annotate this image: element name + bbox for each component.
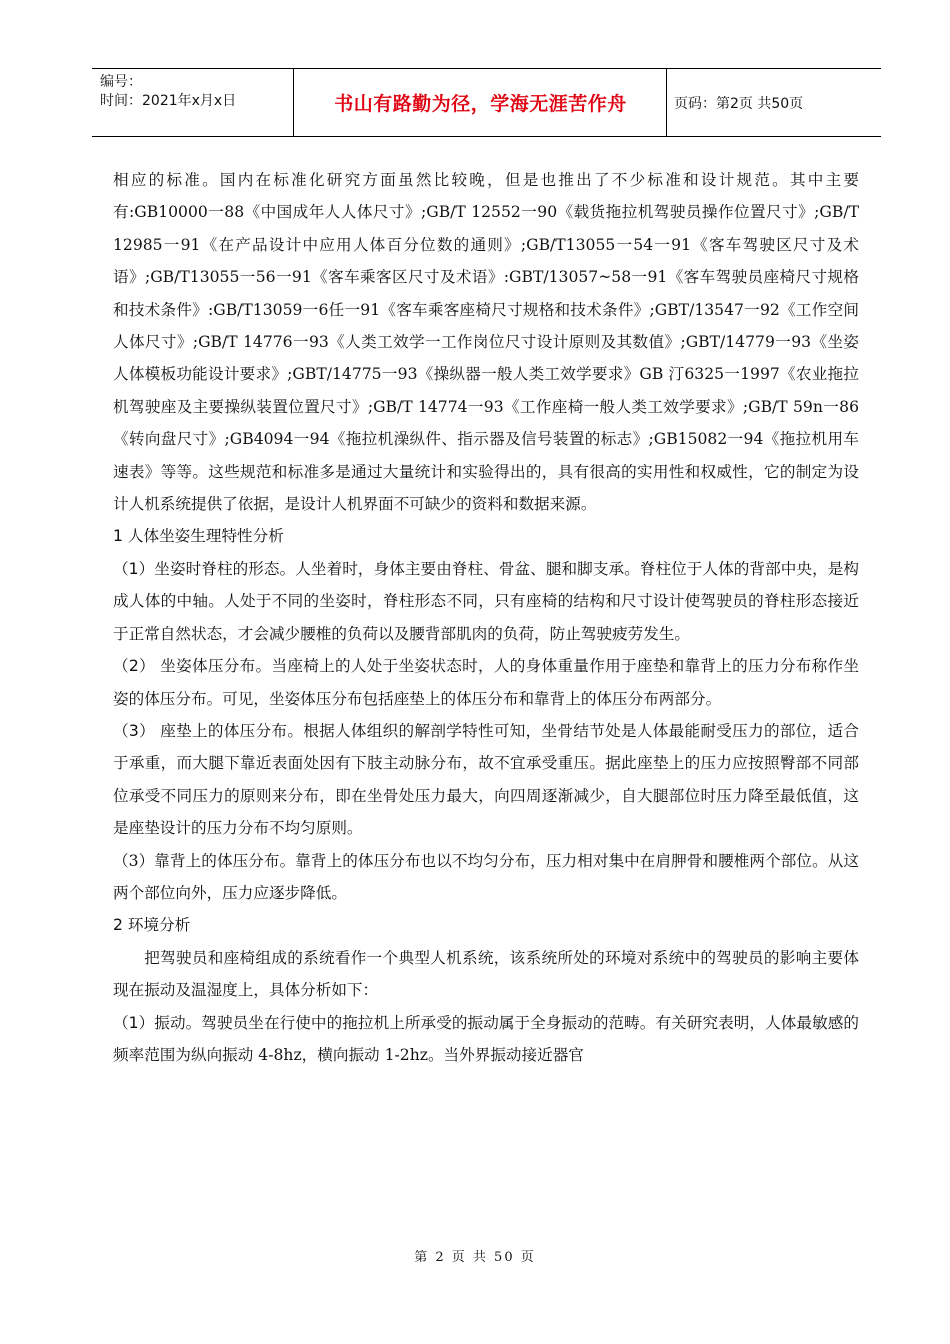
header-divider	[293, 69, 294, 136]
paragraph-text: 根据人体组织的解剖学特性可知，坐骨结节处是人体最能耐受压力的部位，适合于承重，而大腿下靠近表面处因有下肢主动脉分布，故不宜承受重压。据此座垫上的压力应按照臀部不同部位承受不同压力的原则来分布，即在坐骨处压力最大，向四周逐渐减少，自大腿部位时压力降至最低值，这是座垫设计的压力分布不均匀原则。	[113, 721, 859, 838]
paragraph-seat-pressure	[113, 715, 859, 845]
section-heading-1: 1 人体坐姿生理特性分析	[113, 527, 284, 546]
header-motto: 书山有路勤为径，学海无涯苦作舟	[334, 93, 627, 115]
paragraph-backrest-pressure: （3）靠背上的体压分布。靠背上的体压分布也以不均匀分布，压力相对集中在肩胛骨和腰椎两个部位。从这两个部位向外，压力应逐步降低。	[113, 851, 859, 902]
document-number-label: 编号：	[100, 74, 142, 90]
document-time-label: 时间：2021年x月x日	[100, 93, 237, 109]
paragraph-text: 人坐着时，身体主要由脊柱、骨盆、腿和脚支承。脊柱位于人体的背部中央，是构成人体的中轴。人处于不同的坐姿时，脊柱形态不同，只有座椅的结构和尺寸设计使驾驶员的脊柱形态接近于正常自然状态，才会减少腰椎的负荷以及腰背部肌肉的负荷，防止驾驶疲劳发生。	[113, 559, 859, 643]
intro-paragraph: 相应的标准。国内在标准化研究方面虽然比较晚，但是也推出了不少标准和设计规范。其中主要有:GB10000一88《中国成年人人体尺寸》;GB/T 12552一90《载货拖拉机驾驶员操作位置尺寸》;GB/T 12985一91《在产品设计中应用人体百分位数的通则》;GB/T13055一54一91《客车驾驶区尺寸及术语》;GB/T13055一56一91《客车乘客区尺寸及术语》:GBT/13057~58一91《客车驾驶员座椅尺寸规格和技术条件》:GB/T13059一6任一91《客车乘客座椅尺寸规格和技术条件》;GBT/13547一92《工作空间人体尺寸》;GB/T 14776一93《人类工效学一工作岗位尺寸设计原则及其数值》;GBT/14779一93《坐姿人体模板功能设计要求》;GBT/14775一93《操纵器一般人类工效学要求》GB 汀6325一1997《农业拖拉机驾驶座及主要操纵装置位置尺寸》;GB/T 14774一93《工作座椅一般人类工效学要求》;GB/T 59n一86《转向盘尺寸》;GB4094一94《拖拉机澡纵件、指示器及信号装置的标志》;GB15082一94《拖拉机用车速表》等等。这些规范和标准多是通过大量统计和实验得出的，具有很高的实用性和权威性，它的制定为设计人机系统提供了依据，是设计人机界面不可缺少的资料和数据来源。	[113, 171, 859, 514]
header-meta	[100, 73, 236, 111]
page-header	[92, 68, 881, 137]
paragraph-text: 驾驶员坐在行使中的拖拉机上所承受的振动属于全身振动的范畴。有关研究表明，人体最敏感的频率范围为纵向振动 4-8hz，横向振动 1-2hz。当外界振动接近器官	[113, 1013, 859, 1064]
paragraph-lead: （1）振动。	[113, 1013, 202, 1032]
paragraph-lead: （3） 座垫上的体压分布。	[113, 721, 304, 740]
paragraph-body-pressure	[113, 650, 859, 715]
paragraph-spine-shape	[113, 553, 859, 650]
paragraph-vibration	[113, 1007, 859, 1072]
header-divider	[666, 69, 667, 136]
section-heading-2: 2 环境分析	[113, 916, 191, 935]
paragraph-environment: 把驾驶员和座椅组成的系统看作一个典型人机系统，该系统所处的环境对系统中的驾驶员的影响主要体现在振动及温湿度上，具体分析如下：	[113, 948, 859, 1000]
page-footer: 第 2 页 共 50 页	[414, 1250, 536, 1265]
paragraph-lead: （2） 坐姿体压分布。	[113, 657, 272, 676]
document-body	[113, 164, 859, 1071]
paragraph-text: 当座椅上的人处于坐姿状态时，人的身体重量作用于座垫和靠背上的压力分布称作坐姿的体压分布。可见，坐姿体压分布包括座垫上的体压分布和靠背上的体压分布两部分。	[113, 657, 859, 708]
paragraph-lead: （1）坐姿时脊柱的形态。	[113, 559, 296, 578]
header-page-number: 页码：第2页 共50页	[674, 95, 804, 112]
